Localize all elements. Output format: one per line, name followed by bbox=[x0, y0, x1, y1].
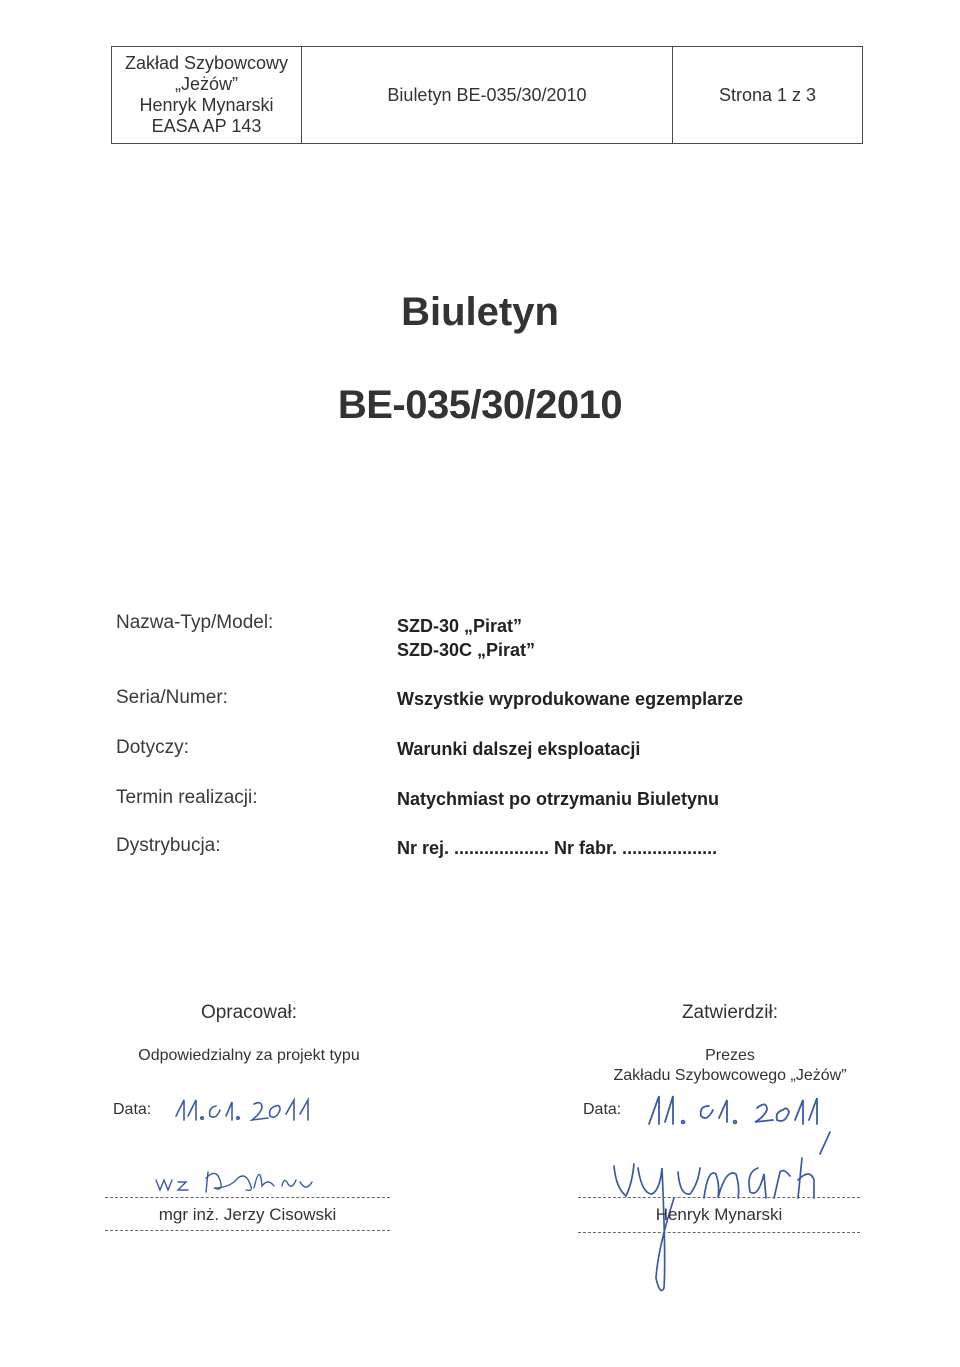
model-value bbox=[397, 614, 535, 662]
serial-value: Wszystkie wyprodukowane egzemplarze bbox=[397, 689, 744, 709]
company-approval: EASA AP 143 bbox=[151, 116, 262, 136]
deadline-label: Termin realizacji: bbox=[116, 787, 258, 808]
model-value-1: SZD-30 „Pirat” bbox=[397, 616, 523, 636]
approved-heading: Zatwierdził: bbox=[681, 1002, 779, 1023]
model-value-2: SZD-30C „Pirat” bbox=[397, 640, 536, 660]
prepared-date-handwritten bbox=[172, 1092, 322, 1131]
distribution-label: Dystrybucja: bbox=[116, 835, 221, 856]
document-header bbox=[111, 46, 863, 144]
prepared-block bbox=[104, 1002, 394, 1066]
prepared-role: Odpowiedzialny za projekt typu bbox=[138, 1047, 360, 1064]
company-owner: Henryk Mynarski bbox=[139, 95, 274, 115]
model-label: Nazwa-Typ/Model: bbox=[116, 612, 274, 633]
concerns-value: Warunki dalszej eksploatacji bbox=[397, 739, 641, 759]
prepared-date-label: Data: bbox=[113, 1101, 152, 1118]
approved-block bbox=[575, 1002, 885, 1086]
bulletin-cell: Biuletyn BE-035/30/2010 bbox=[302, 47, 673, 143]
approved-role-1: Prezes bbox=[705, 1047, 755, 1064]
approved-signature-line-top bbox=[578, 1197, 860, 1198]
page-number: Strona 1 z 3 bbox=[718, 84, 817, 105]
bulletin-number: BE-035/30/2010 bbox=[337, 383, 623, 427]
prepared-signature-line-bottom bbox=[105, 1230, 390, 1231]
prepared-signature-line-top bbox=[105, 1197, 390, 1198]
deadline-value: Natychmiast po otrzymaniu Biuletynu bbox=[397, 789, 720, 809]
approved-date-label: Data: bbox=[583, 1101, 622, 1118]
distribution-value: Nr rej. ................... Nr fabr. ................... bbox=[397, 838, 718, 858]
company-cell bbox=[112, 47, 302, 143]
serial-label: Seria/Numer: bbox=[116, 687, 228, 708]
approved-role-2: Zakładu Szybowcowego „Jeżów” bbox=[613, 1067, 847, 1084]
prepared-name: mgr inż. Jerzy Cisowski bbox=[158, 1205, 337, 1224]
concerns-label: Dotyczy: bbox=[116, 737, 189, 758]
approved-signature-line-bottom bbox=[578, 1232, 860, 1233]
company-brand: „Jeżów” bbox=[174, 74, 238, 94]
prepared-heading: Opracował: bbox=[200, 1002, 298, 1023]
company-name: Zakład Szybowcowy bbox=[124, 53, 289, 73]
document-title: Biuletyn bbox=[401, 290, 559, 334]
approved-name: Henryk Mynarski bbox=[655, 1205, 783, 1224]
